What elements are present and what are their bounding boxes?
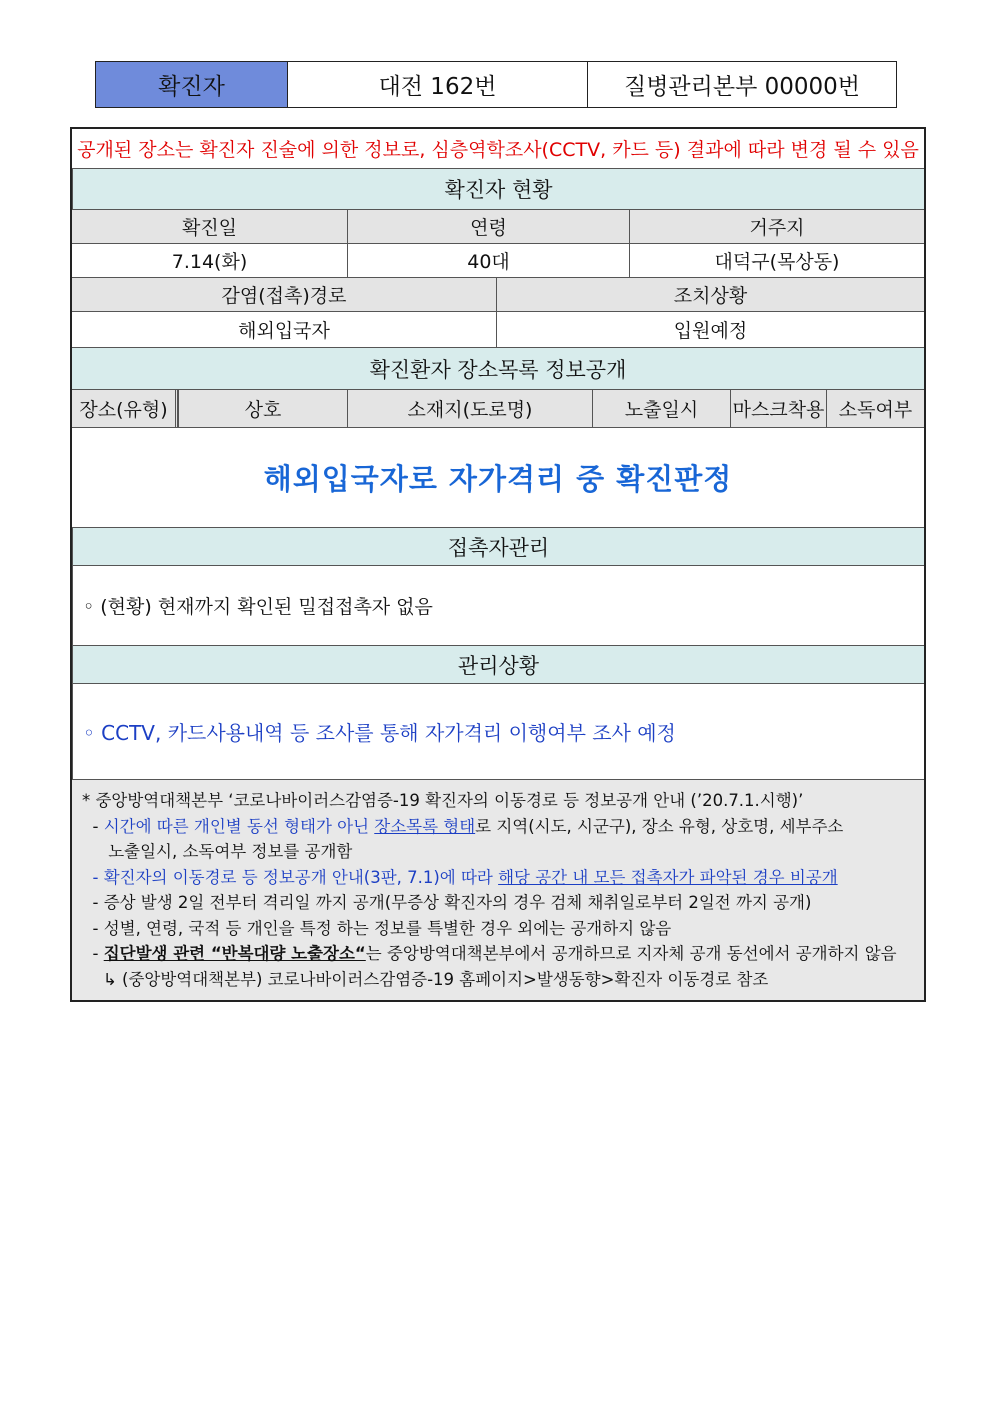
route-value: 해외입국자 [238, 320, 330, 342]
footnotes [72, 780, 924, 1000]
places-title: 확진환자 장소목록 정보공개 [72, 348, 924, 390]
status-value-age: 40대 [347, 244, 629, 277]
management-text: ◦ CCTV, 카드사용내역 등 조사를 통해 자가격리 이행여부 조사 예정 [72, 684, 924, 780]
note-line-2-underlined: 장소목록 형태 [374, 816, 476, 836]
note-line-5: - 증상 발생 2일 전부터 격리일 까지 공개(무증상 확진자의 경우 검체 채취일로부터 2일전 까지 공개) [82, 893, 812, 912]
col-mask: 마스크착용 [730, 390, 826, 427]
col-exposure-time: 노출일시 [592, 390, 730, 427]
note-line-7-bold: 집단발생 관련 “반복대량 노출장소“ [103, 944, 366, 963]
case-info-table [70, 127, 926, 1002]
note-line-3: 노출일시, 소독여부 정보를 공개함 [82, 842, 353, 861]
note-line-6: - 성별, 연령, 국적 등 개인을 특정 하는 정보를 특별한 경우 외에는 공개하지 않음 [82, 918, 672, 938]
col-address: 소재지(도로명) [347, 390, 592, 427]
header-label: 확진자 [96, 62, 288, 107]
management-title: 관리상황 [72, 646, 924, 684]
note-line-7-prefix: - [82, 944, 104, 963]
col-disinfection: 소독여부 [826, 390, 924, 427]
status-value-row [72, 244, 924, 278]
status-header-residence: 거주지 [629, 210, 924, 243]
status-header-age: 연령 [347, 210, 629, 243]
action-value: 입원예정 [496, 312, 924, 347]
note-line-2-prefix: - [82, 816, 104, 836]
route-header-row [72, 278, 924, 312]
contacts-text: ◦ (현황) 현재까지 확인된 밀접접촉자 없음 [72, 566, 924, 646]
col-place-type: 장소(유형) [72, 390, 178, 427]
col-business-name: 상호 [178, 390, 347, 427]
note-line-2-blue: 시간에 따른 개인별 동선 형태가 아닌 [103, 816, 375, 836]
note-line-2-rest: 로 지역(시도, 시군구), 장소 유형, 상호명, 세부주소 [475, 816, 844, 836]
note-line-2 [82, 814, 914, 840]
route-header: 감염(접촉)경로 [221, 285, 347, 307]
note-line-4-b: 해당 공간 내 모든 접촉자가 파악된 경우 비공개 [498, 867, 838, 887]
status-header-date: 확진일 [181, 217, 238, 239]
note-line-7 [82, 941, 914, 967]
notice-row: 공개된 장소는 확진자 진술에 의한 정보로, 심층역학조사(CCTV, 카드 등) 결과에 따라 변경 될 수 있음 [72, 129, 924, 169]
note-line-1: * 중앙방역대책본부 ‘코로나바이러스감염증-19 확진자의 이동경로 등 정보공개 안내 (’20.7.1.시행)’ [82, 791, 804, 810]
note-line-4 [82, 865, 914, 891]
case-number: 대전 162번 [288, 62, 588, 107]
note-line-4-a: - 확진자의 이동경로 등 정보공개 안내(3판, 7.1)에 따라 [82, 867, 499, 887]
places-header-row [72, 390, 924, 428]
route-value-row [72, 312, 924, 348]
note-line-7-rest: 는 중앙방역대책본부에서 공개하므로 지자체 공개 동선에서 공개하지 않음 [365, 944, 897, 963]
status-title: 확진자 현황 [72, 169, 924, 210]
places-message: 해외입국자로 자가격리 중 확진판정 [72, 428, 924, 528]
kdca-number: 질병관리본부 00000번 [623, 74, 860, 100]
status-value-date: 7.14(화) [171, 251, 248, 273]
status-value-residence: 대덕구(목상동) [629, 244, 924, 277]
case-header [95, 61, 897, 108]
note-line-8: ↳ (중앙방역대책본부) 코로나바이러스감염증-19 홈페이지>발생동향>확진자 이동경로 참조 [82, 969, 769, 989]
contacts-title: 접촉자관리 [72, 528, 924, 566]
status-header-row [72, 210, 924, 244]
action-header: 조치상황 [496, 278, 924, 311]
